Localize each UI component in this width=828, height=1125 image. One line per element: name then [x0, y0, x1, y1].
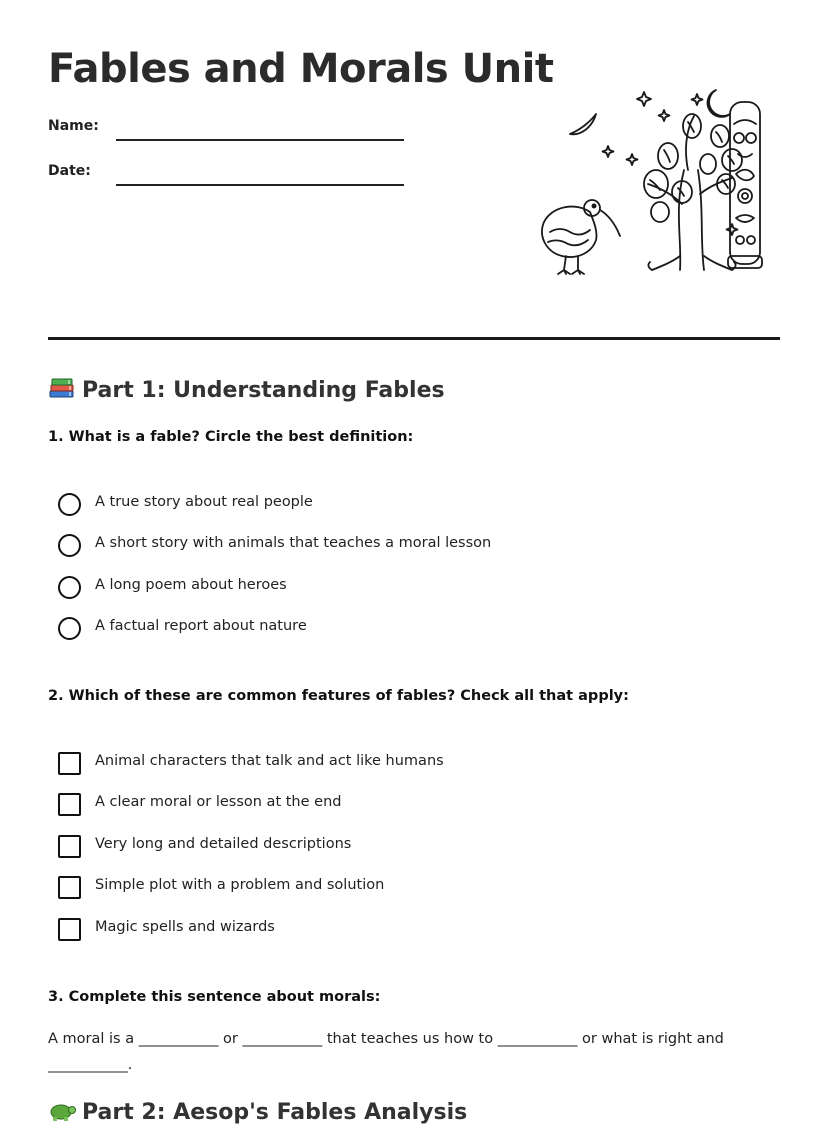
radio-circle[interactable] — [58, 493, 81, 516]
radio-circle[interactable] — [58, 617, 81, 640]
q1-option-label: A true story about real people — [95, 494, 313, 510]
q1-option[interactable] — [58, 617, 758, 641]
q1-option[interactable] — [58, 576, 758, 600]
q2-option-label: Magic spells and wizards — [95, 919, 275, 935]
worksheet-page — [48, 0, 780, 1125]
q2-option-label: Animal characters that talk and act like humans — [95, 753, 444, 769]
part1-heading-text: Part 1: Understanding Fables — [82, 378, 445, 403]
q1-option[interactable] — [58, 534, 758, 558]
checkbox[interactable] — [58, 876, 81, 899]
q1-option[interactable] — [58, 493, 758, 517]
question-3-sentence: A moral is a ___________ or ___________ that teaches us how to ___________ or what is right and ___________. — [48, 1031, 724, 1073]
question-3-prompt: 3. Complete this sentence about morals: — [48, 989, 381, 1005]
checkbox[interactable] — [58, 752, 81, 775]
date-label: Date: — [48, 163, 91, 179]
name-label: Name: — [48, 118, 99, 134]
books-icon — [48, 376, 76, 400]
q2-option-label: Simple plot with a problem and solution — [95, 877, 385, 893]
date-field — [48, 163, 408, 187]
part2-heading — [48, 1098, 467, 1125]
q2-option[interactable] — [58, 793, 758, 817]
q2-option[interactable] — [58, 835, 758, 859]
q1-option-label: A factual report about nature — [95, 618, 307, 634]
checkbox[interactable] — [58, 918, 81, 941]
question-1-prompt: 1. What is a fable? Circle the best definition: — [48, 429, 414, 445]
checkbox[interactable] — [58, 793, 81, 816]
part2-heading-text: Part 2: Aesop's Fables Analysis — [82, 1100, 468, 1125]
q2-option-label: A clear moral or lesson at the end — [95, 794, 342, 810]
q2-option[interactable] — [58, 876, 758, 900]
radio-circle[interactable] — [58, 534, 81, 557]
checkbox[interactable] — [58, 835, 81, 858]
page-title: Fables and Morals Unit — [48, 46, 554, 92]
name-write-line[interactable] — [116, 139, 404, 141]
question-2-prompt: 2. Which of these are common features of fables? Check all that apply: — [48, 688, 629, 704]
name-field — [48, 118, 408, 142]
turtle-icon — [48, 1098, 76, 1122]
q2-option[interactable] — [58, 918, 758, 942]
q2-option[interactable] — [58, 752, 758, 776]
q1-option-label: A long poem about heroes — [95, 577, 287, 593]
kiwi-tree-totem-illustration — [532, 84, 764, 276]
q1-option-label: A short story with animals that teaches a moral lesson — [95, 535, 492, 551]
q2-option-label: Very long and detailed descriptions — [95, 836, 352, 852]
section-divider — [48, 337, 780, 340]
radio-circle[interactable] — [58, 576, 81, 599]
part1-heading — [48, 376, 445, 403]
date-write-line[interactable] — [116, 184, 404, 186]
